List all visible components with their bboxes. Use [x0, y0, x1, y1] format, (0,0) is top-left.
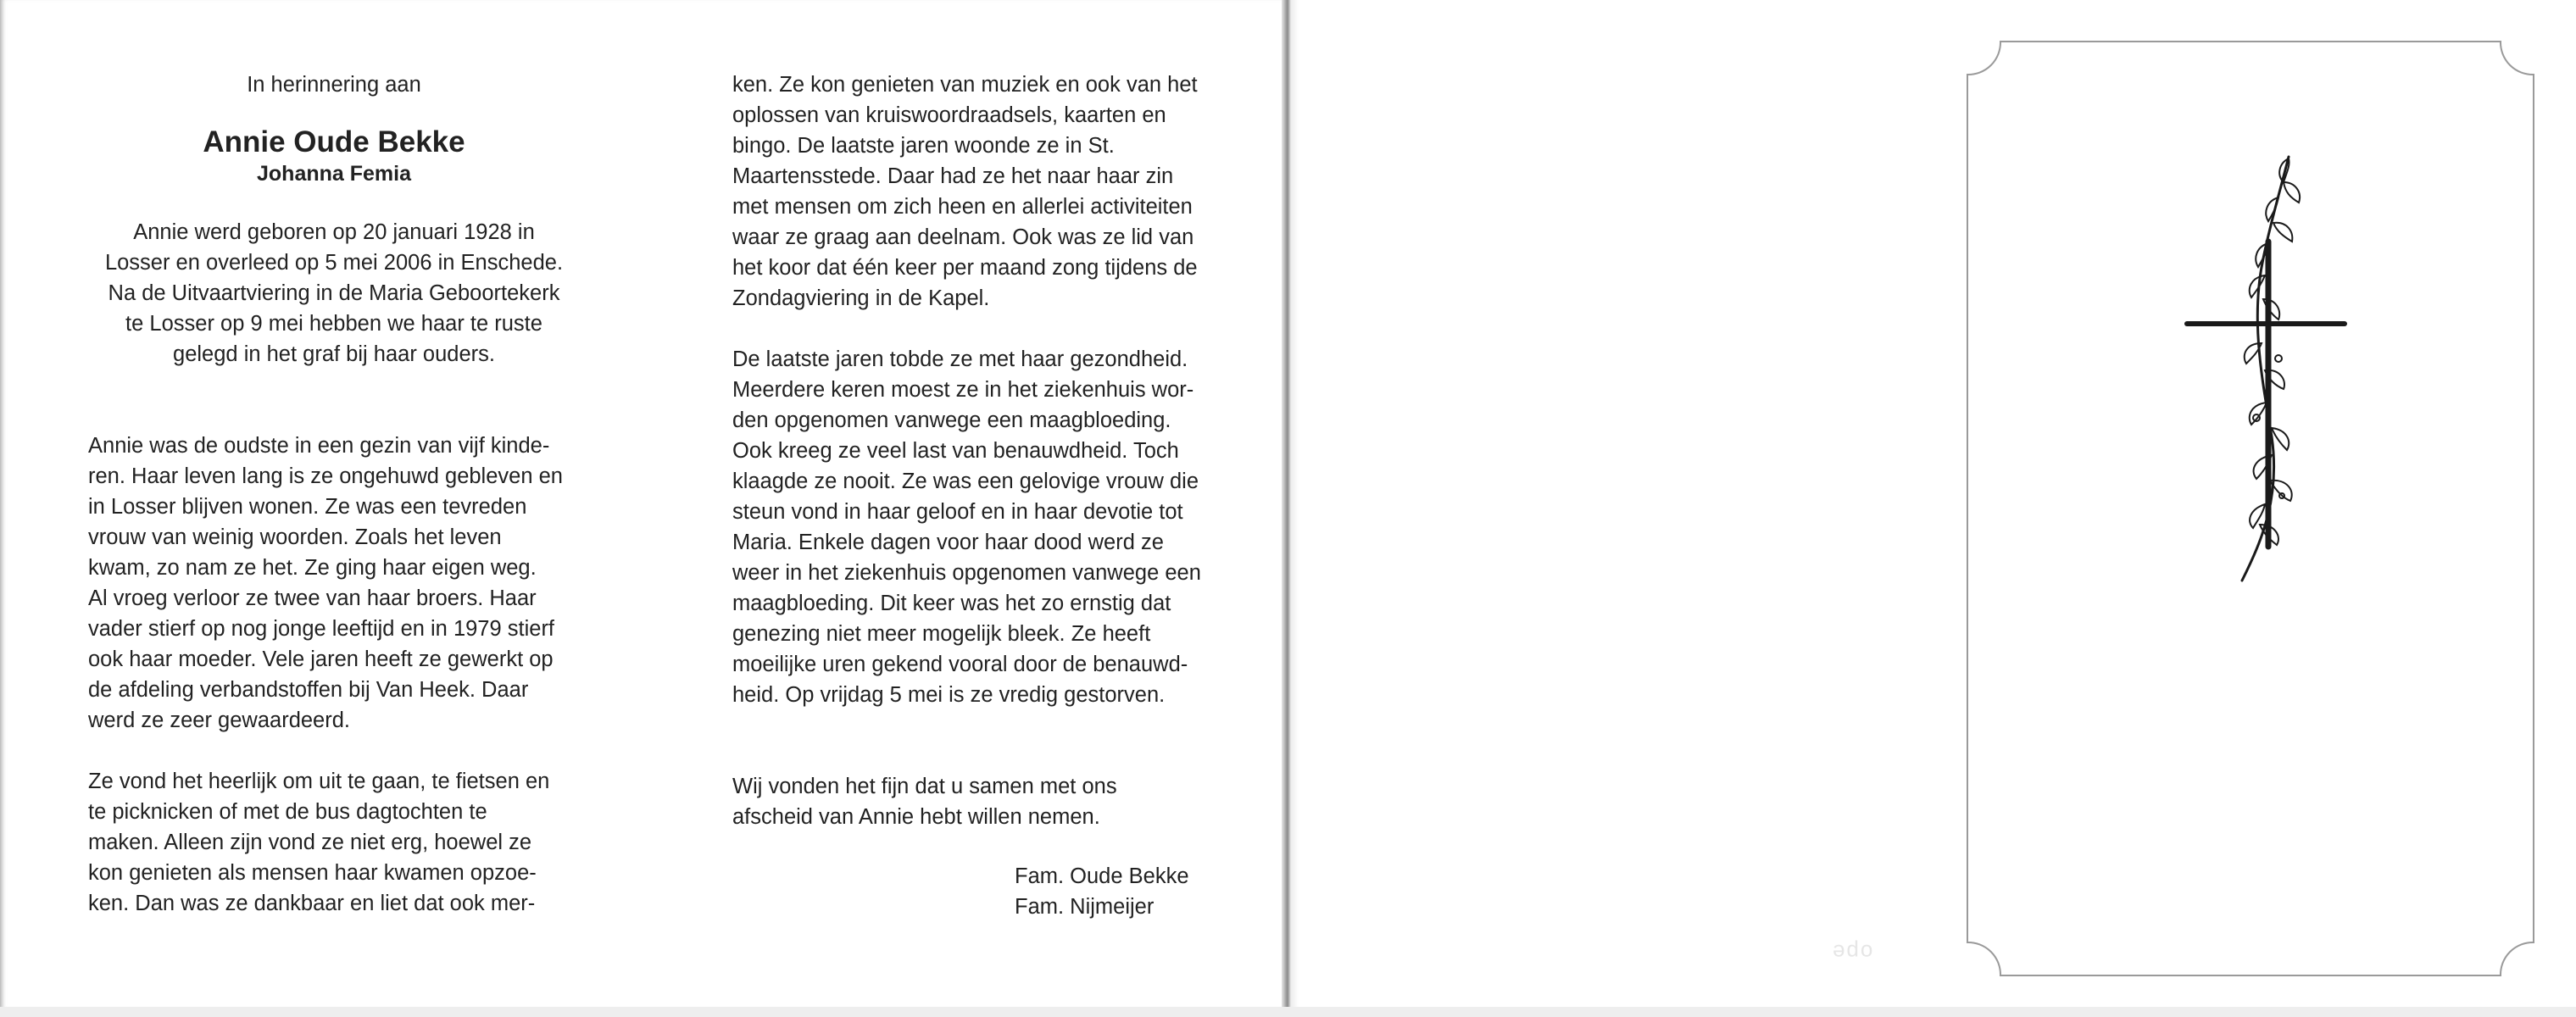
- announcement-line: Annie werd geboren op 20 januari 1928 in: [133, 220, 535, 244]
- announcement-line: te Losser op 9 mei hebben we haar te ruste: [125, 312, 542, 336]
- text-line: Zondagviering in de Kapel.: [732, 286, 990, 310]
- text-line: ook haar moeder. Vele jaren heeft ze gewerkt op: [88, 647, 554, 671]
- family-signature: [732, 861, 1224, 922]
- watermark-text: ope: [1831, 940, 1873, 965]
- given-names: Johanna Femia: [257, 162, 411, 186]
- text-line: met mensen om zich heen en allerlei activiteiten: [732, 195, 1193, 219]
- text-line: afscheid van Annie hebt willen nemen.: [732, 805, 1100, 829]
- text-line: het koor dat één keer per maand zong tijdens de: [732, 256, 1198, 280]
- text-line: moeilijke uren gekend vooral door de benauwd-: [732, 653, 1188, 676]
- text-line: Al vroeg verloor ze twee van haar broers. Haar: [88, 586, 537, 610]
- text-line: Maartensstede. Daar had ze het naar haar zin: [732, 164, 1174, 188]
- text-line: kon genieten als mensen haar kwamen opzoe-: [88, 861, 537, 885]
- thanks-paragraph: [732, 771, 1224, 832]
- text-line: maken. Alleen zijn vond ze niet erg, hoewel ze: [88, 831, 532, 854]
- text-line: Wij vonden het fijn dat u samen met ons: [732, 775, 1117, 798]
- text-line: Maria. Enkele dagen voor haar dood werd ze: [732, 531, 1164, 554]
- text-line: den opgenomen vanwege een maagbloeding.: [732, 408, 1171, 432]
- text-line: kwam, zo nam ze het. Ze ging haar eigen weg.: [88, 556, 537, 580]
- text-line: ren. Haar leven lang is ze ongehuwd gebleven en: [88, 464, 563, 488]
- text-line: Ook kreeg ze veel last van benauwdheid. Toch: [732, 439, 1179, 463]
- left-page: [88, 69, 580, 919]
- deceased-name: Annie Oude Bekke: [203, 125, 465, 158]
- right-page: [732, 69, 1224, 922]
- fold-gutter: [1282, 0, 1299, 1017]
- announcement-line: Losser en overleed op 5 mei 2006 in Enschede.: [104, 251, 564, 275]
- signature-line: Fam. Oude Bekke: [1015, 864, 1189, 888]
- text-line: steun vond in haar geloof en in haar devotie tot: [732, 500, 1183, 524]
- announcement: [88, 217, 580, 370]
- text-line: De laatste jaren tobde ze met haar gezondheid.: [732, 347, 1188, 371]
- text-line: ken. Dan was ze dankbaar en liet dat ook mer-: [88, 892, 536, 915]
- text-line: werd ze zeer gewaardeerd.: [88, 709, 351, 732]
- activities-paragraph: [732, 69, 1224, 314]
- text-line: Annie was de oudste in een gezin van vijf kinde-: [88, 434, 550, 458]
- announcement-line: gelegd in het graf bij haar ouders.: [173, 342, 495, 366]
- health-paragraph: [732, 344, 1224, 710]
- text-line: vrouw van weinig woorden. Zoals het leven: [88, 525, 502, 549]
- text-line: Ze vond het heerlijk om uit te gaan, te fietsen en: [88, 770, 550, 793]
- text-line: klaagde ze nooit. Ze was een gelovige vrouw die: [732, 470, 1199, 493]
- text-line: genezing niet meer mogelijk bleek. Ze heeft: [732, 622, 1151, 646]
- text-line: vader stierf op nog jonge leeftijd en in 1979 stierf: [88, 617, 555, 641]
- text-line: weer in het ziekenhuis opgenomen vanwege een: [732, 561, 1201, 585]
- announcement-line: Na de Uitvaartviering in de Maria Geboortekerk: [108, 281, 560, 305]
- scan-edge: [0, 1007, 2576, 1017]
- signature-line: Fam. Nijmeijer: [1015, 895, 1154, 919]
- text-line: oplossen van kruiswoordraadsels, kaarten en: [732, 103, 1166, 127]
- cross-with-branch-icon: [2170, 148, 2356, 589]
- intro-line: In herinnering aan: [247, 73, 421, 97]
- text-line: te picknicken of met de bus dagtochten te: [88, 800, 487, 824]
- text-line: de afdeling verbandstoffen bij Van Heek. Daar: [88, 678, 529, 702]
- text-line: waar ze graag aan deelnam. Ook was ze lid van: [732, 225, 1194, 249]
- text-line: maagbloeding. Dit keer was het zo ernstig dat: [732, 592, 1171, 615]
- hobbies-paragraph: [88, 766, 580, 919]
- text-line: heid. Op vrijdag 5 mei is ze vredig gestorven.: [732, 683, 1166, 707]
- text-line: bingo. De laatste jaren woonde ze in St.: [732, 134, 1115, 158]
- life-paragraph: [88, 431, 580, 736]
- text-line: ken. Ze kon genieten van muziek en ook van het: [732, 73, 1198, 97]
- text-line: in Losser blijven wonen. Ze was een tevreden: [88, 495, 527, 519]
- text-line: Meerdere keren moest ze in het ziekenhuis wor-: [732, 378, 1194, 402]
